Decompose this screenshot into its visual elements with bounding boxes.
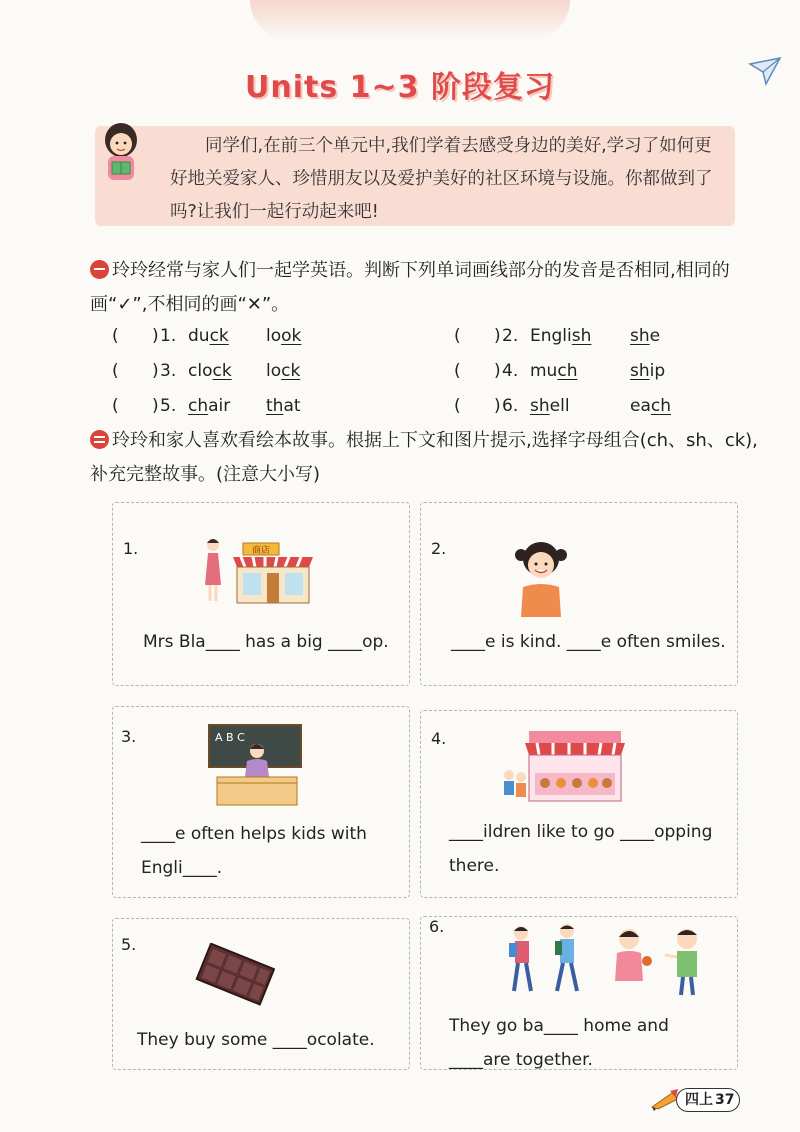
word-2: look (266, 326, 302, 346)
question-number: 2. (502, 326, 519, 346)
word-1: shell (530, 396, 570, 416)
shop-sign: 商店 (251, 546, 271, 556)
section-1-instruction: 玲玲经常与家人们一起学英语。判断下列单词画线部分的发音是否相同,相同的画“✓”,不相同的画“✕”。 (90, 260, 730, 315)
top-decoration (250, 0, 570, 40)
smiling-girl-illustration (511, 537, 571, 619)
section-1-badge (90, 260, 109, 279)
page-title: Units 1~3 阶段复习 (245, 70, 555, 105)
page-number: 37 (715, 1092, 735, 1108)
word-2: she (630, 326, 661, 346)
story-box-3: 3. A B C ____e often helps kids with Engli____. (112, 706, 410, 898)
word-1: English (530, 326, 592, 346)
story-box-4: 4. ____ildren like to go ____opping there. (420, 710, 738, 898)
question-number: 6. (502, 396, 519, 416)
story-box-5: 5. They buy some ____ocolate. (112, 918, 410, 1070)
word-1: clock (188, 361, 232, 381)
question-number: 4. (502, 361, 519, 381)
term-label: 四上 (685, 1092, 713, 1108)
children-walking-home-illustration (505, 921, 725, 1001)
chocolate-bar-illustration (195, 943, 275, 1007)
word-2: lock (266, 361, 301, 381)
section-2-instruction: 玲玲和家人喜欢看绘本故事。根据上下文和图片提示,选择字母组合(ch、sh、ck),补充完整故事。(注意大小写) (90, 430, 758, 485)
word-2: each (630, 396, 672, 416)
section-1-title (90, 254, 760, 322)
question-number: 1. (160, 326, 177, 346)
word-2: ship (630, 361, 666, 381)
section-2-title (90, 424, 760, 492)
teacher-at-blackboard-illustration (207, 721, 307, 807)
story-box-2: 2. ____e is kind. ____e often smiles. (420, 502, 738, 686)
woman-and-shop-illustration (199, 535, 319, 607)
girl-reading-icon (88, 118, 154, 188)
question-number: 5. (160, 396, 177, 416)
section-2-badge (90, 430, 109, 449)
word-1: chair (188, 396, 231, 416)
word-2: that (266, 396, 301, 416)
story-box-1: 1. 商店 Mrs Bla____ has a big ____op. (112, 502, 410, 686)
page-footer (676, 1088, 740, 1112)
children-at-shop-illustration (501, 729, 627, 805)
word-1: much (530, 361, 578, 381)
blackboard-text: A B C (215, 731, 245, 744)
story-box-6: 6. They go ba____ home and ____are together. (420, 916, 738, 1070)
question-number: 3. (160, 361, 177, 381)
intro-text: 同学们,在前三个单元中,我们学着去感受身边的美好,学习了如何更好地关爱家人、珍惜朋友以及爱护美好的社区环境与设施。你都做到了吗?让我们一起行动起来吧! (170, 136, 713, 222)
word-1: duck (188, 326, 229, 346)
